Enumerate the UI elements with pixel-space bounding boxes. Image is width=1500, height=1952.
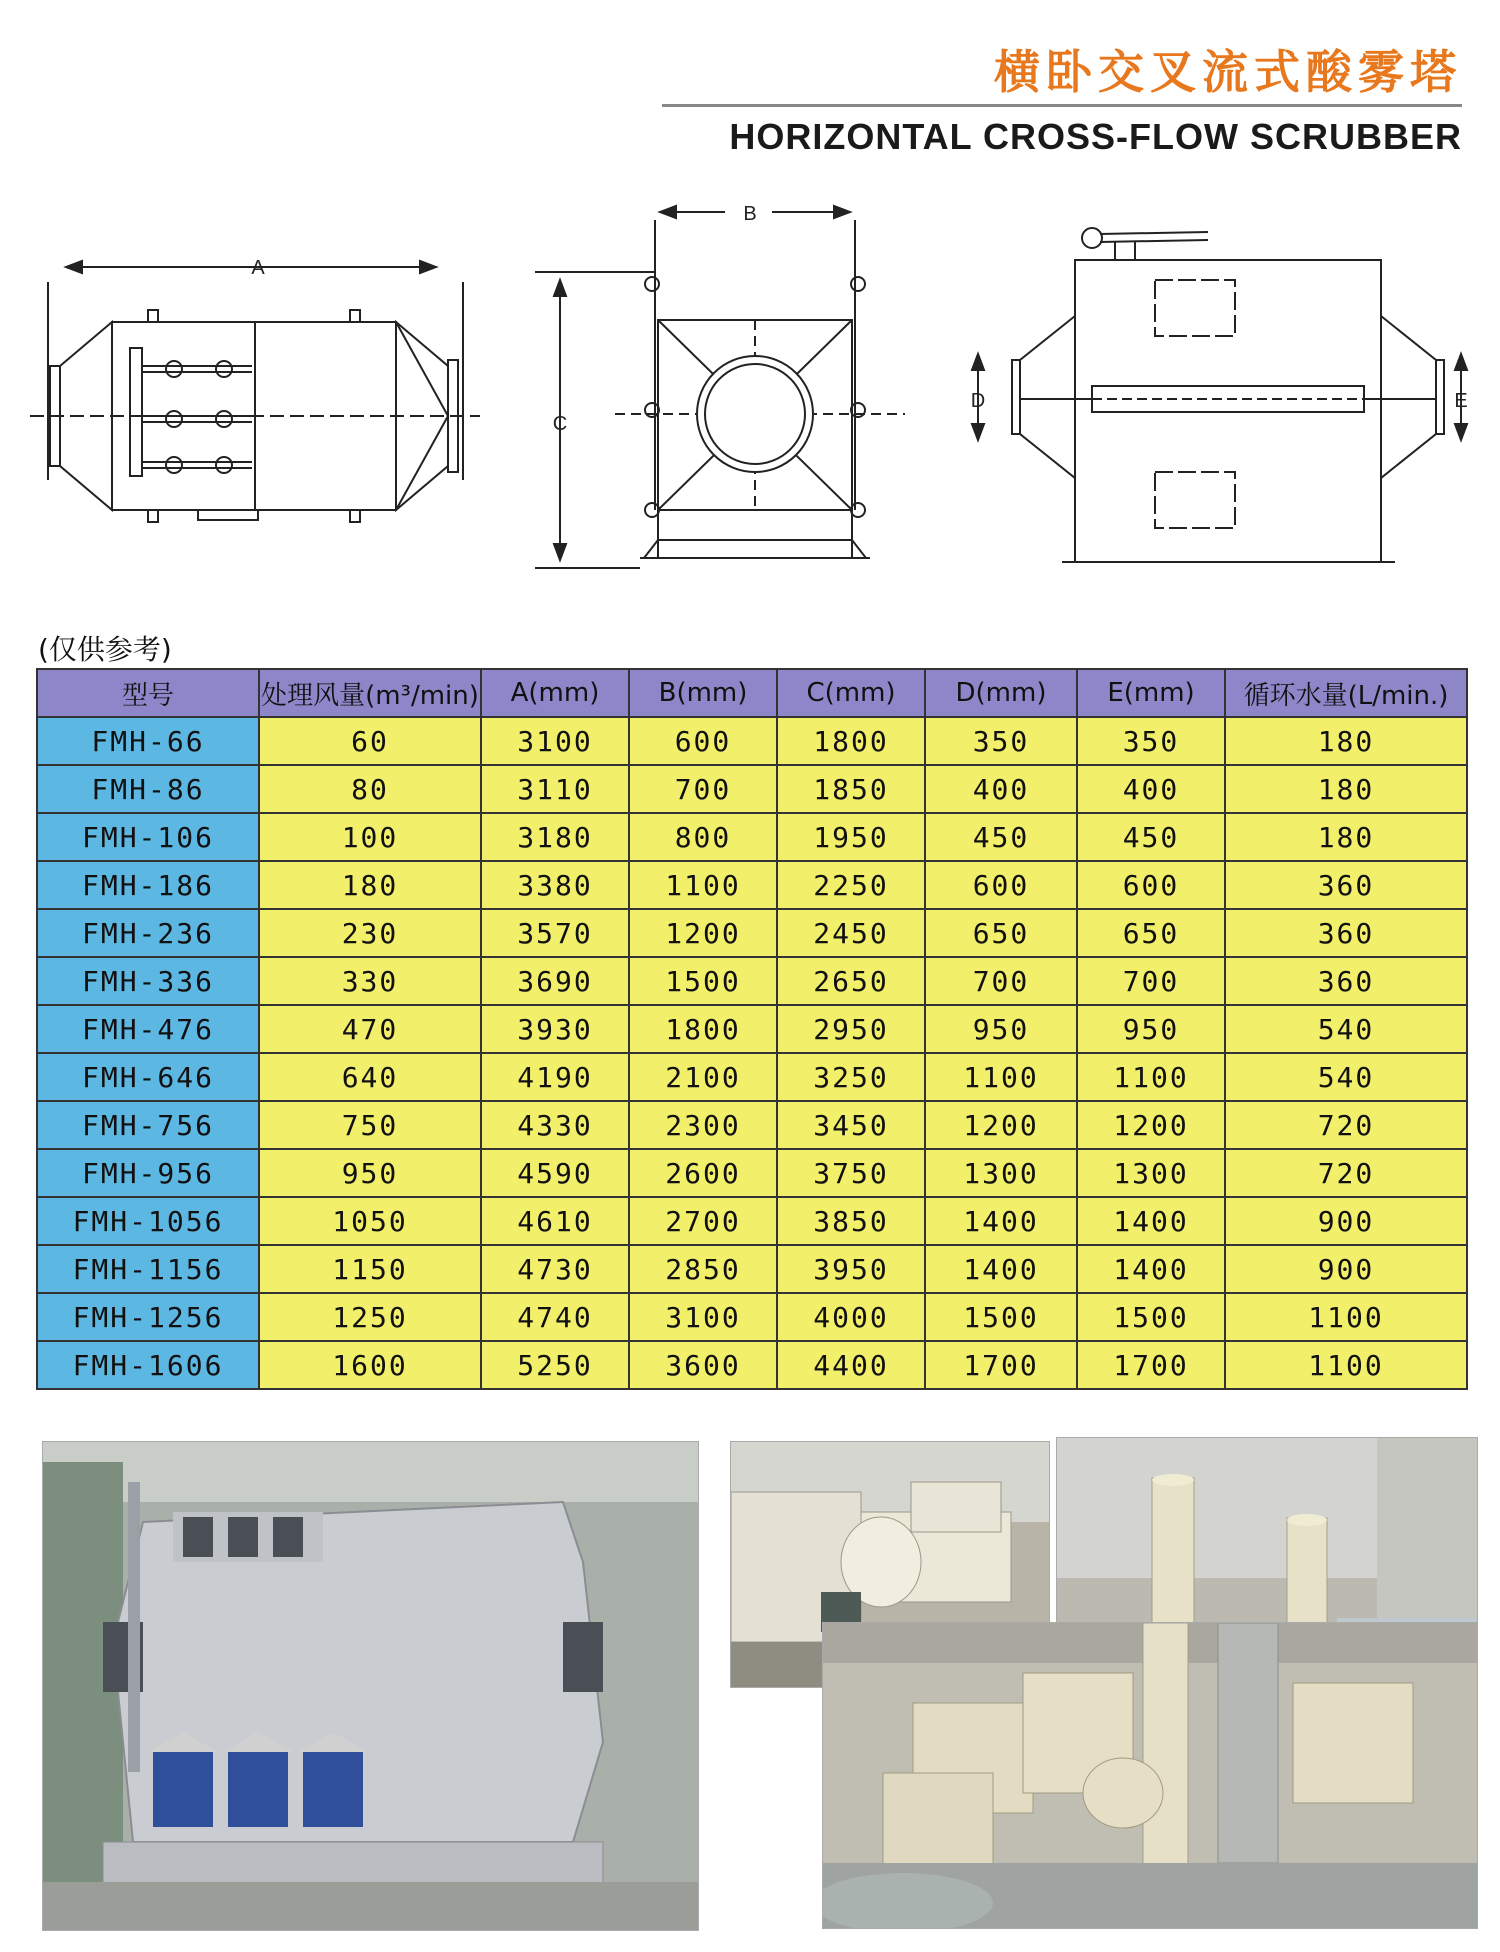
end-view-drawing xyxy=(972,228,1467,562)
value-cell: 3570 xyxy=(481,909,629,957)
table-row xyxy=(37,1005,1467,1053)
value-cell: 1100 xyxy=(1225,1293,1467,1341)
value-cell: 360 xyxy=(1225,957,1467,1005)
value-cell: 180 xyxy=(1225,813,1467,861)
table-row xyxy=(37,765,1467,813)
table-row xyxy=(37,1245,1467,1293)
value-cell: 3380 xyxy=(481,861,629,909)
value-cell: 360 xyxy=(1225,861,1467,909)
value-cell: 3930 xyxy=(481,1005,629,1053)
technical-drawings xyxy=(0,190,1500,590)
value-cell: 700 xyxy=(629,765,777,813)
value-cell: 3850 xyxy=(777,1197,925,1245)
value-cell: 700 xyxy=(1077,957,1225,1005)
value-cell: 600 xyxy=(629,717,777,765)
model-cell: FMH-66 xyxy=(37,717,259,765)
table-row xyxy=(37,1149,1467,1197)
value-cell: 3250 xyxy=(777,1053,925,1101)
value-cell: 750 xyxy=(259,1101,481,1149)
value-cell: 1100 xyxy=(1077,1053,1225,1101)
value-cell: 2600 xyxy=(629,1149,777,1197)
value-cell: 900 xyxy=(1225,1245,1467,1293)
value-cell: 700 xyxy=(925,957,1077,1005)
value-cell: 360 xyxy=(1225,909,1467,957)
value-cell: 1400 xyxy=(925,1245,1077,1293)
value-cell: 1150 xyxy=(259,1245,481,1293)
header-airflow: 处理风量(m³/min) xyxy=(259,669,481,717)
value-cell: 2650 xyxy=(777,957,925,1005)
dim-label-e: E xyxy=(1454,390,1468,412)
dim-label-a: A xyxy=(251,257,265,279)
value-cell: 4330 xyxy=(481,1101,629,1149)
value-cell: 1200 xyxy=(925,1101,1077,1149)
model-cell: FMH-646 xyxy=(37,1053,259,1101)
spec-table xyxy=(36,668,1468,1390)
dim-label-d: D xyxy=(970,390,986,412)
photo-installation-3-svg xyxy=(823,1623,1477,1928)
value-cell: 3180 xyxy=(481,813,629,861)
value-cell: 600 xyxy=(1077,861,1225,909)
value-cell: 2950 xyxy=(777,1005,925,1053)
page-title-zh: 横卧交叉流式酸雾塔 xyxy=(994,45,1462,99)
value-cell: 4000 xyxy=(777,1293,925,1341)
value-cell: 2450 xyxy=(777,909,925,957)
reference-note: (仅供参考) xyxy=(38,633,172,666)
value-cell: 650 xyxy=(925,909,1077,957)
value-cell: 4400 xyxy=(777,1341,925,1389)
value-cell: 230 xyxy=(259,909,481,957)
value-cell: 350 xyxy=(1077,717,1225,765)
table-row xyxy=(37,1293,1467,1341)
value-cell: 720 xyxy=(1225,1149,1467,1197)
value-cell: 450 xyxy=(1077,813,1225,861)
value-cell: 4590 xyxy=(481,1149,629,1197)
value-cell: 3690 xyxy=(481,957,629,1005)
value-cell: 1800 xyxy=(629,1005,777,1053)
value-cell: 3450 xyxy=(777,1101,925,1149)
table-row xyxy=(37,717,1467,765)
value-cell: 2700 xyxy=(629,1197,777,1245)
value-cell: 2850 xyxy=(629,1245,777,1293)
value-cell: 1300 xyxy=(925,1149,1077,1197)
page-title-en: HORIZONTAL CROSS-FLOW SCRUBBER xyxy=(729,116,1462,157)
value-cell: 180 xyxy=(1225,717,1467,765)
value-cell: 1100 xyxy=(1225,1341,1467,1389)
value-cell: 1400 xyxy=(925,1197,1077,1245)
side-view-drawing xyxy=(30,261,480,522)
value-cell: 1700 xyxy=(925,1341,1077,1389)
table-row xyxy=(37,813,1467,861)
value-cell: 100 xyxy=(259,813,481,861)
model-cell: FMH-86 xyxy=(37,765,259,813)
value-cell: 1400 xyxy=(1077,1245,1225,1293)
model-cell: FMH-756 xyxy=(37,1101,259,1149)
value-cell: 1100 xyxy=(925,1053,1077,1101)
value-cell: 1500 xyxy=(629,957,777,1005)
value-cell: 1500 xyxy=(1077,1293,1225,1341)
model-cell: FMH-336 xyxy=(37,957,259,1005)
model-cell: FMH-956 xyxy=(37,1149,259,1197)
value-cell: 4730 xyxy=(481,1245,629,1293)
model-cell: FMH-106 xyxy=(37,813,259,861)
table-row xyxy=(37,957,1467,1005)
value-cell: 2300 xyxy=(629,1101,777,1149)
title-divider xyxy=(662,104,1462,107)
value-cell: 3750 xyxy=(777,1149,925,1197)
model-cell: FMH-476 xyxy=(37,1005,259,1053)
value-cell: 1950 xyxy=(777,813,925,861)
value-cell: 4740 xyxy=(481,1293,629,1341)
table-row xyxy=(37,1197,1467,1245)
value-cell: 180 xyxy=(259,861,481,909)
table-header-row xyxy=(37,669,1467,717)
value-cell: 1600 xyxy=(259,1341,481,1389)
table-body xyxy=(37,717,1467,1389)
value-cell: 3600 xyxy=(629,1341,777,1389)
value-cell: 5250 xyxy=(481,1341,629,1389)
value-cell: 80 xyxy=(259,765,481,813)
table-row xyxy=(37,1101,1467,1149)
value-cell: 640 xyxy=(259,1053,481,1101)
value-cell: 950 xyxy=(925,1005,1077,1053)
header-d: D(mm) xyxy=(925,669,1077,717)
value-cell: 1300 xyxy=(1077,1149,1225,1197)
dim-label-b: B xyxy=(743,203,757,225)
value-cell: 470 xyxy=(259,1005,481,1053)
value-cell: 1500 xyxy=(925,1293,1077,1341)
value-cell: 60 xyxy=(259,717,481,765)
value-cell: 1200 xyxy=(1077,1101,1225,1149)
photo-scrubber-unit xyxy=(42,1441,699,1931)
value-cell: 1200 xyxy=(629,909,777,957)
value-cell: 1100 xyxy=(629,861,777,909)
value-cell: 900 xyxy=(1225,1197,1467,1245)
value-cell: 1850 xyxy=(777,765,925,813)
model-cell: FMH-186 xyxy=(37,861,259,909)
value-cell: 330 xyxy=(259,957,481,1005)
value-cell: 2100 xyxy=(629,1053,777,1101)
value-cell: 400 xyxy=(925,765,1077,813)
value-cell: 540 xyxy=(1225,1005,1467,1053)
value-cell: 1050 xyxy=(259,1197,481,1245)
value-cell: 1250 xyxy=(259,1293,481,1341)
model-cell: FMH-236 xyxy=(37,909,259,957)
header-water: 循环水量(L/min.) xyxy=(1225,669,1467,717)
model-cell: FMH-1156 xyxy=(37,1245,259,1293)
drawings-svg xyxy=(0,190,1500,590)
value-cell: 800 xyxy=(629,813,777,861)
value-cell: 2250 xyxy=(777,861,925,909)
table-row xyxy=(37,909,1467,957)
photo-installation-3 xyxy=(822,1622,1478,1929)
header-b: B(mm) xyxy=(629,669,777,717)
value-cell: 950 xyxy=(1077,1005,1225,1053)
model-cell: FMH-1056 xyxy=(37,1197,259,1245)
dim-label-c: C xyxy=(552,413,568,435)
header-e: E(mm) xyxy=(1077,669,1225,717)
value-cell: 950 xyxy=(259,1149,481,1197)
value-cell: 3110 xyxy=(481,765,629,813)
value-cell: 350 xyxy=(925,717,1077,765)
value-cell: 650 xyxy=(1077,909,1225,957)
header-c: C(mm) xyxy=(777,669,925,717)
value-cell: 400 xyxy=(1077,765,1225,813)
value-cell: 4190 xyxy=(481,1053,629,1101)
header-model: 型号 xyxy=(37,669,259,717)
value-cell: 600 xyxy=(925,861,1077,909)
value-cell: 3100 xyxy=(481,717,629,765)
value-cell: 450 xyxy=(925,813,1077,861)
value-cell: 1700 xyxy=(1077,1341,1225,1389)
value-cell: 4610 xyxy=(481,1197,629,1245)
value-cell: 180 xyxy=(1225,765,1467,813)
table-row xyxy=(37,1053,1467,1101)
photo-scrubber-unit-svg xyxy=(43,1442,698,1930)
table-row xyxy=(37,1341,1467,1389)
table-row xyxy=(37,861,1467,909)
header-a: A(mm) xyxy=(481,669,629,717)
value-cell: 3100 xyxy=(629,1293,777,1341)
front-view-drawing xyxy=(535,206,905,568)
value-cell: 1400 xyxy=(1077,1197,1225,1245)
value-cell: 1800 xyxy=(777,717,925,765)
value-cell: 540 xyxy=(1225,1053,1467,1101)
model-cell: FMH-1256 xyxy=(37,1293,259,1341)
model-cell: FMH-1606 xyxy=(37,1341,259,1389)
value-cell: 3950 xyxy=(777,1245,925,1293)
value-cell: 720 xyxy=(1225,1101,1467,1149)
